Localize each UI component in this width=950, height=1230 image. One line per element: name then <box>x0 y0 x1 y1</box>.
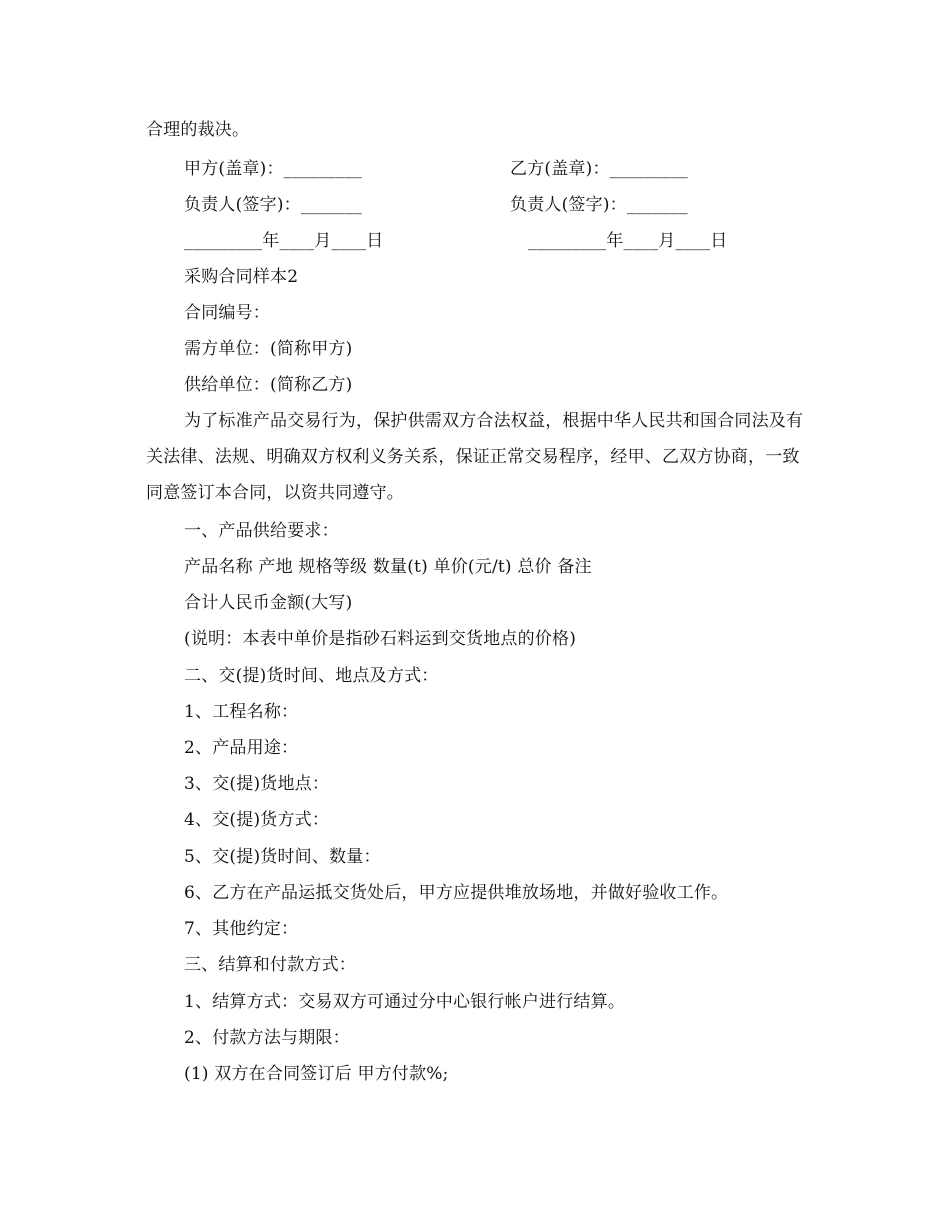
party-b-date-line: _________年____月____日 <box>528 231 728 251</box>
section-2-title: 二、交(提)货时间、地点及方式： <box>184 666 439 686</box>
list-item: 5、交(提)货时间、数量： <box>184 847 381 867</box>
section-3-title: 三、结算和付款方式： <box>184 955 356 975</box>
price-note: (说明：本表中单价是指砂石料运到交货地点的价格) <box>184 629 577 649</box>
list-item: (1) 双方在合同签订后 甲方付款%; <box>184 1064 449 1084</box>
preamble-paragraph: 为了标准产品交易行为，保护供需双方合法权益，根据中华人民共和国合同法及有关法律、法规、明确双方权利义务关系，保证正常交易程序，经甲、乙双方协商，一致同意签订本合同，以资共同遵守。 <box>146 411 804 503</box>
section-1-title: 一、产品供给要求： <box>184 521 339 541</box>
previous-clause-ending: 合理的裁决。 <box>146 120 250 140</box>
product-table-header: 产品名称 产地 规格等级 数量(t) 单价(元/t) 总价 备注 <box>184 557 592 577</box>
party-a-signatory-line: 负责人(签字)：_______ <box>184 195 362 215</box>
contract-number: 合同编号： <box>184 303 270 323</box>
list-item: 6、乙方在产品运抵交货处后，甲方应提供堆放场地，并做好验收工作。 <box>184 883 729 903</box>
list-item: 2、产品用途： <box>184 738 299 758</box>
party-a-seal-line: 甲方(盖章)：_________ <box>184 159 362 179</box>
list-item: 2、付款方法与期限： <box>184 1028 350 1048</box>
buyer-unit: 需方单位：(简称甲方) <box>184 339 353 359</box>
total-amount-line: 合计人民币金额(大写) <box>184 593 353 613</box>
list-item: 4、交(提)货方式： <box>184 810 330 830</box>
sample-title: 采购合同样本2 <box>184 267 299 287</box>
party-a-date-line: _________年____月____日 <box>184 231 384 251</box>
party-b-signatory-line: 负责人(签字)：_______ <box>510 195 688 215</box>
party-b-seal-line: 乙方(盖章)：_________ <box>510 159 688 179</box>
supplier-unit: 供给单位：(简称乙方) <box>184 375 353 395</box>
list-item: 1、结算方式：交易双方可通过分中心银行帐户进行结算。 <box>184 992 626 1012</box>
list-item: 3、交(提)货地点： <box>184 774 330 794</box>
list-item: 1、工程名称： <box>184 702 299 722</box>
list-item: 7、其他约定： <box>184 919 299 939</box>
